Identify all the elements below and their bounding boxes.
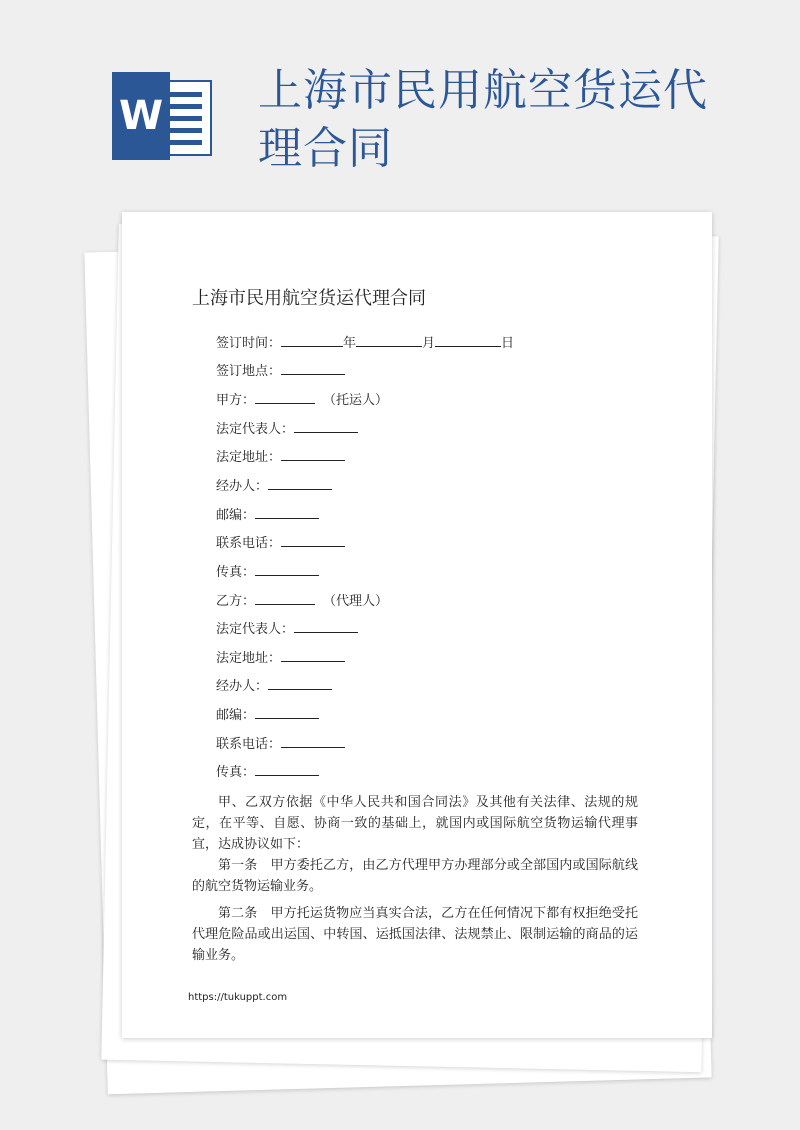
month-blank [356, 334, 422, 347]
document-title: 上海市民用航空货运代理合同 [192, 288, 426, 309]
party-a-phone: 联系电话： [216, 532, 345, 551]
party-a-postcode: 邮编： [216, 504, 319, 523]
day-blank [435, 334, 501, 347]
party-b-legal-address: 法定地址： [216, 647, 345, 666]
article-1-paragraph: 第一条 甲方委托乙方，由乙方代理甲方办理部分或全部国内或国际航线的航空货物运输业务。 [192, 858, 638, 894]
party-b-postcode: 邮编： [216, 704, 319, 723]
party-a-field: 甲方： （托运人） [216, 393, 389, 408]
banner-title: 上海市民用航空货运代理合同 [258, 65, 708, 174]
party-b-fax: 传真： [216, 761, 319, 780]
word-icon-letter: W [112, 72, 170, 160]
party-b-phone: 联系电话： [216, 733, 345, 752]
party-b-handler: 经办人： [216, 675, 332, 694]
party-b-legal-rep: 法定代表人： [216, 618, 358, 637]
party-a-handler: 经办人： [216, 475, 332, 494]
article-2-paragraph: 第二条 甲方托运货物应当真实合法，乙方在任何情况下都有权拒绝受托代理危险品或出运国、中转国、运抵国法律、法规禁止、限制运输的商品的运输业务。 [192, 906, 638, 963]
sign-date-field: 签订时间： 年 月 日 [216, 336, 515, 351]
sign-place-field: 签订地点： [216, 360, 345, 379]
intro-paragraph: 甲、乙双方依据《中华人民共和国合同法》及其他有关法律、法规的规定，在平等、自愿、协商一致的基础上，就国内或国际航空货物运输代理事宜，达成协议如下： [192, 795, 638, 852]
word-app-icon [112, 72, 212, 160]
footer-url: https://tukuppt.com [188, 992, 288, 1003]
party-a-legal-address: 法定地址： [216, 446, 345, 465]
document-page [122, 212, 712, 1038]
party-b-field: 乙方： （代理人） [216, 594, 389, 609]
year-blank [281, 334, 343, 347]
party-a-fax: 传真： [216, 561, 319, 580]
party-a-legal-rep: 法定代表人： [216, 418, 358, 437]
